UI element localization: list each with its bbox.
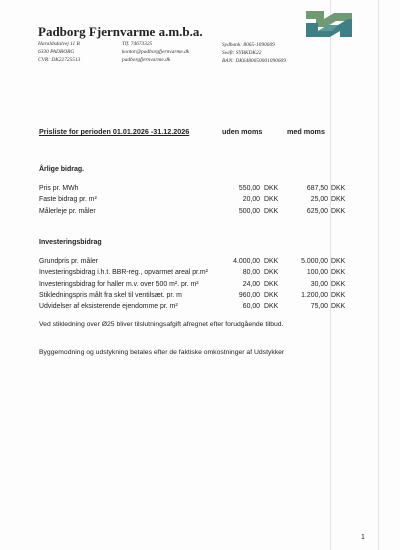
price-with-vat: 687,50 <box>306 185 328 192</box>
price-without-vat: 80,00 <box>242 269 260 277</box>
price-without-vat: 960,00 <box>238 291 260 299</box>
price-row <box>0 269 400 280</box>
column-header-with-vat: med moms <box>287 127 325 136</box>
currency-unit: DKK <box>331 207 346 215</box>
padborg-fjernvarme-logo-icon <box>304 9 354 39</box>
price-row <box>0 208 400 219</box>
currency-unit: DKK <box>331 269 346 277</box>
currency-unit: DKK <box>264 269 279 277</box>
price-label: Stikledningspris målt fra skel til ventilsæt. pr. m <box>39 291 182 299</box>
price-with-vat: 625,00 <box>306 207 328 215</box>
currency-unit: DKK <box>331 185 346 192</box>
bank-line: BAN: DK6480650001090609 <box>222 58 286 64</box>
column-header-without-vat: uden moms <box>222 127 263 136</box>
price-with-vat: 100,00 <box>306 269 328 277</box>
currency-unit: DKK <box>331 258 346 265</box>
price-with-vat: 25,00 <box>310 196 328 204</box>
price-with-vat: 1.200,00 <box>301 291 328 299</box>
contact-line: padborgfjernvarme.dk <box>122 57 171 63</box>
price-row <box>0 303 400 314</box>
currency-unit: DKK <box>331 303 346 311</box>
currency-unit: DKK <box>264 185 279 192</box>
currency-unit: DKK <box>264 258 279 265</box>
price-without-vat: 20,00 <box>242 196 260 204</box>
price-without-vat: 4.000,00 <box>233 258 260 265</box>
page-number: 1 <box>361 534 365 541</box>
price-without-vat: 550,00 <box>238 185 260 192</box>
price-label: Pris pr. MWh <box>39 185 79 192</box>
price-without-vat: 24,00 <box>242 280 260 288</box>
price-without-vat: 500,00 <box>238 207 260 215</box>
currency-unit: DKK <box>264 207 279 215</box>
price-without-vat: 60,00 <box>242 303 260 311</box>
currency-unit: DKK <box>264 280 279 288</box>
note-development-cost: Byggemodning og udstykning betales efter de faktiske omkostninger af Udstykker <box>39 349 285 356</box>
price-label: Investeringsbidrag i.h.t. BBR-reg., opvarmet areal pr.m² <box>39 269 208 277</box>
price-label: Faste bidrag pr. m² <box>39 196 97 204</box>
bank-block <box>222 41 286 65</box>
contact-line: Tlf. 74673325 <box>122 41 153 47</box>
price-label: Udvidelser af eksisterende ejendomme pr. m² <box>39 303 178 311</box>
price-row <box>0 185 400 196</box>
note-connection-fee: Ved stikledning over Ø25 bliver tilslutningsafgift afregnet efter forudgående tilbud. <box>39 321 284 328</box>
bank-line: Swift: SYBKDK22 <box>222 50 262 56</box>
price-list-title: Prisliste for perioden 01.01.2026 -31.12.2026 <box>39 127 190 136</box>
price-row <box>0 196 400 207</box>
currency-unit: DKK <box>264 291 279 299</box>
currency-unit: DKK <box>331 280 346 288</box>
address-line: 6330 PADBORG <box>38 49 75 55</box>
contact-line: kontor@padborgfjernvarme.dk <box>122 49 190 55</box>
price-row <box>0 292 400 303</box>
address-block <box>38 40 80 64</box>
currency-unit: DKK <box>264 303 279 311</box>
price-row <box>0 258 400 269</box>
address-line: CVR: DK22725513 <box>38 57 81 63</box>
currency-unit: DKK <box>331 196 346 204</box>
company-name: Padborg Fjernvarme a.m.b.a. <box>38 24 203 39</box>
price-with-vat: 5.000,00 <box>301 258 328 265</box>
currency-unit: DKK <box>264 196 279 204</box>
bank-line: Sydbank: 8065-1090609 <box>222 42 275 48</box>
price-with-vat: 75,00 <box>310 303 328 311</box>
address-line: Haraldsdalvej 11 B <box>38 41 80 47</box>
price-label: Grundpris pr. måler <box>39 258 98 265</box>
price-with-vat: 30,00 <box>310 280 328 288</box>
section-heading-investment: Investeringsbidrag <box>39 239 102 246</box>
price-label: Investeringsbidrag for haller m.v. over 500 m². pr. m² <box>39 280 199 288</box>
price-label: Målerleje pr. måler <box>39 207 96 215</box>
section-heading-annual: Årlige bidrag. <box>39 166 85 173</box>
price-row <box>0 281 400 292</box>
contact-block <box>122 40 189 64</box>
currency-unit: DKK <box>331 291 346 299</box>
